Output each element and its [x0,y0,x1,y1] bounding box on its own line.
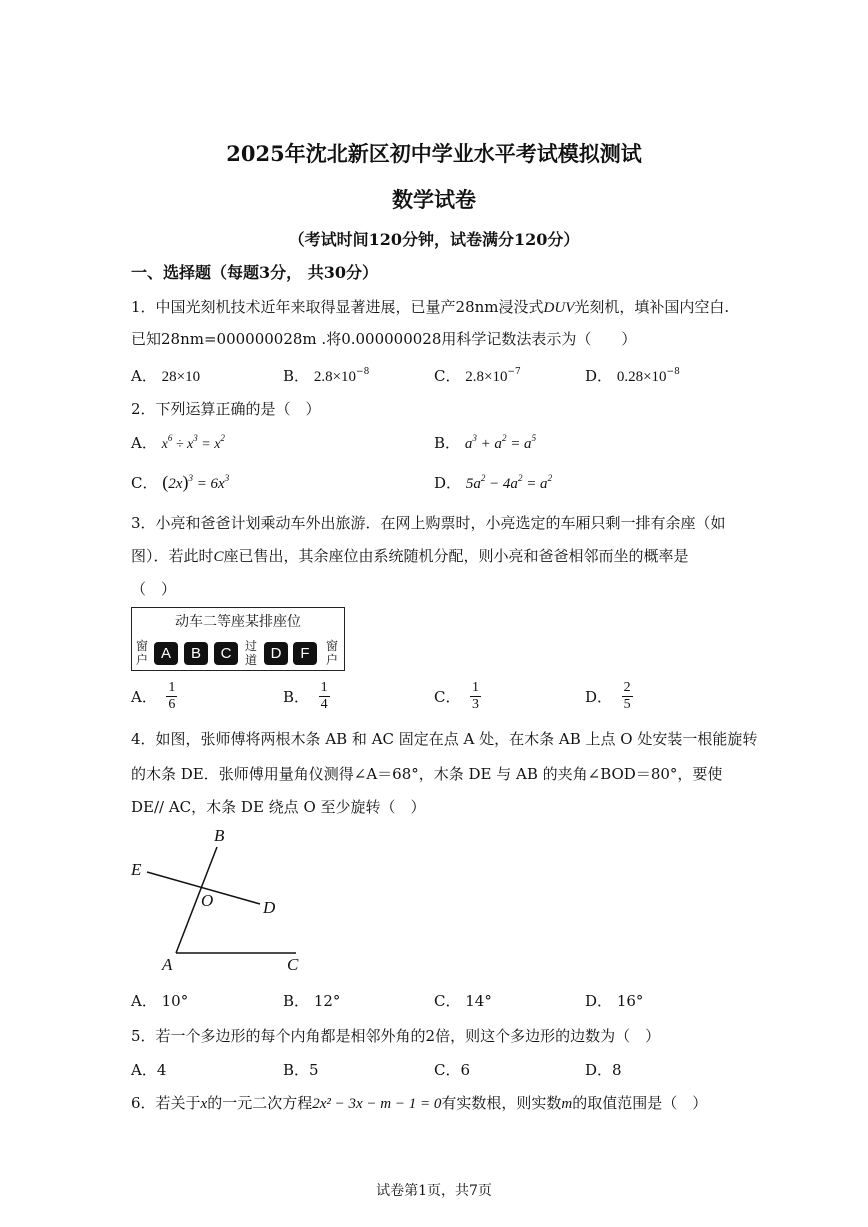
q1-line2: 已知28nm=000000028m .将0.000000028用科学记数法表示为（ ） [131,330,637,348]
q2-stem: 2．下列运算正确的是（ ） [131,400,321,418]
seat-f: F [293,642,317,665]
q4-option-a: A． 10° [131,992,189,1010]
q5-option-c: C．6 [434,1061,471,1079]
q2-option-d: D． $5a^2 - 4a^2 = a^2$ [434,473,553,492]
window-left-label: 窗 户 [135,639,148,667]
exam-info: （考试时间120分钟，试卷满分120分） [288,230,580,249]
q1-line1: 1．中国光刻机技术近年来取得显著进展，已量产28nm浸没式DUV光刻机，填补国内空白. [131,298,730,316]
q3-option-d: D． $\frac{2}{5}$ [585,680,631,712]
aisle-label: 过 道 [244,639,257,667]
q3-line2: 图）．若此时C座已售出，其余座位由系统随机分配，则小亮和爸爸相邻而坐的概率是 [131,547,689,565]
q1-option-d: D． $0.28\times 10^{-8}$ [585,367,680,385]
seat-c: C [214,642,238,665]
q5-option-a: A．4 [131,1061,167,1079]
q2-option-b: B． $a^3 + a^2 = a^5$ [434,433,537,452]
q4-line1: 4．如图，张师傅将两根木条 AB 和 AC 固定在点 A 处，在木条 AB 上点 O 处安装一根能旋转 [131,730,758,748]
q6-stem: 6．若关于x的一元二次方程2x² − 3x − m − 1 = 0有实数根，则实数m的取值范围是（ ） [131,1094,708,1112]
q5-option-d: D．8 [585,1061,622,1079]
q4-option-b: B． 12° [283,992,341,1010]
page-footer: 试卷第1页，共7页 [376,1183,492,1199]
q1-option-c: C． $2.8\times 10^{-7}$ [434,367,521,385]
q4-option-c: C． 14° [434,992,492,1010]
exam-title: 2025年沈北新区初中学业水平考试模拟测试 [226,141,642,166]
q4-option-d: D． 16° [585,992,644,1010]
seat-d: D [264,642,288,665]
q1-option-a: A． 28×10 [131,367,201,385]
label-e: E [131,860,142,879]
label-d: D [263,898,276,917]
seat-diagram [131,607,345,671]
label-c: C [287,955,299,974]
q1-option-b: B． $2.8\times 10^{-8}$ [283,367,370,385]
seat-diagram-title: 动车二等座某排座位 [175,614,301,630]
seat-a: A [154,642,178,665]
q2-option-c: C． $(2x)^3 = 6x^3$ [131,472,230,492]
window-right-label: 窗 户 [325,639,338,667]
section-heading: 一、选择题（每题3分， 共30分） [131,263,378,282]
q3-option-c: C． $\frac{1}{3}$ [434,680,480,712]
q3-line3: （ ） [131,580,177,598]
label-a: A [162,955,173,974]
q6-equation: 2x² − 3x − m − 1 = 0 [312,1096,442,1112]
label-b: B [214,826,225,845]
q3-line1: 3．小亮和爸爸计划乘动车外出旅游．在网上购票时，小亮选定的车厢只剩一排有余座（如 [131,514,726,532]
q5-option-b: B．5 [283,1061,319,1079]
label-o: O [201,891,214,910]
q4-line2: 的木条 DE．张师傅用量角仪测得∠A＝68°，木条 DE 与 AB 的夹角∠BOD＝80°，要使 [131,765,723,783]
q3-option-a: A． $\frac{1}{6}$ [131,680,176,712]
q3-option-b: B． $\frac{1}{4}$ [283,680,328,712]
q5-stem: 5．若一个多边形的每个内角都是相邻外角的2倍，则这个多边形的边数为（ ） [131,1027,661,1045]
exam-subject: 数学试卷 [392,187,476,212]
q2-option-a: A． $x^6 \div x^3 = x^2$ [131,433,225,452]
q4-line3: DE// AC，木条 DE 绕点 O 至少旋转（ ） [131,798,426,816]
seat-b: B [184,642,208,665]
